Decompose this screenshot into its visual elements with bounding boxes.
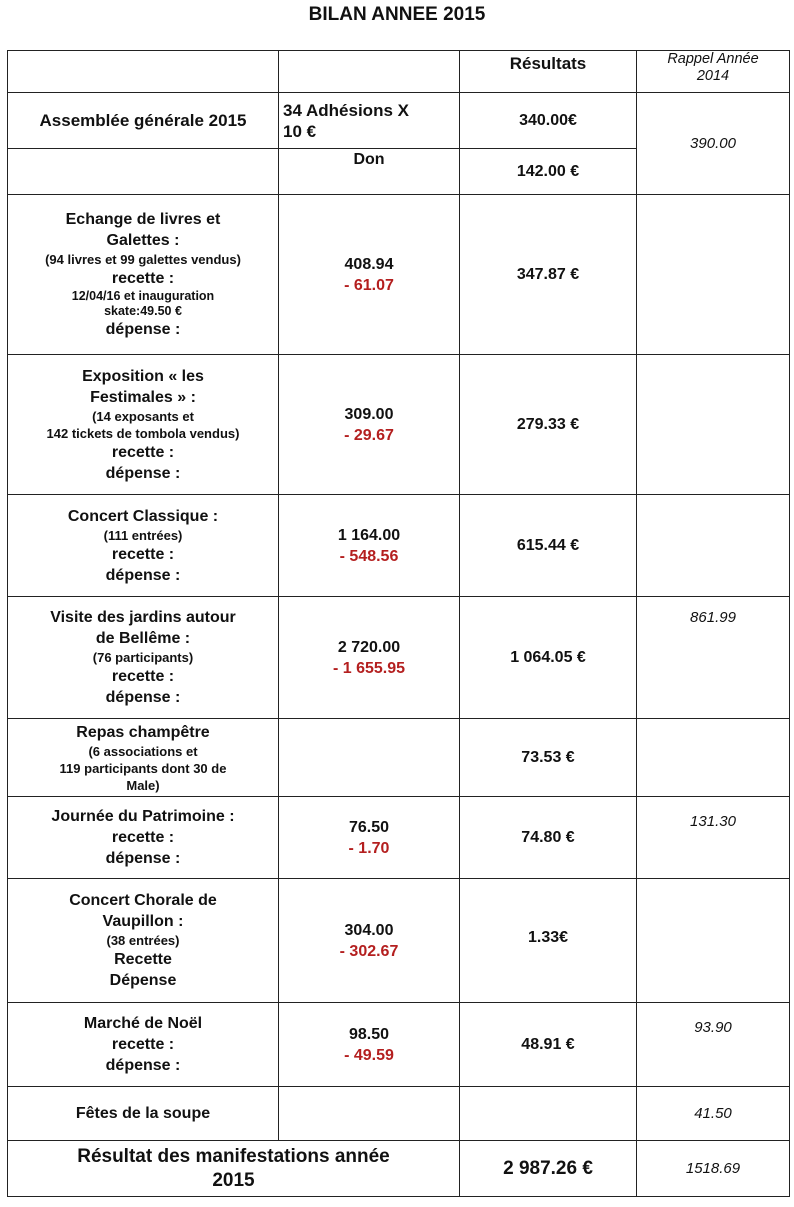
jardins-recette: 2 720.00 [337, 638, 401, 656]
echange-line1: Echange de livres et [65, 211, 221, 228]
total-label [8, 1141, 460, 1197]
table-row-repas [8, 719, 790, 797]
header-rappel [637, 51, 790, 93]
bilan-table [7, 50, 790, 1197]
patrimoine-recette: 76.50 [348, 818, 390, 836]
noel-rappel: 93.90 [637, 1003, 790, 1087]
header-resultats: Résultats [460, 51, 637, 93]
chorale-recette: 304.00 [344, 921, 394, 939]
exposition-line2: Festimales » : [90, 388, 196, 406]
adhesions-result: 340.00€ [460, 93, 637, 149]
concert-classique-rappel [637, 495, 790, 597]
jardins-amounts [279, 597, 460, 719]
table-row-echange [8, 195, 790, 355]
concert-classique-line1: Concert Classique : [67, 507, 219, 525]
concert-classique-line4: dépense : [105, 566, 181, 584]
chorale-depense: - 302.67 [339, 942, 399, 960]
exposition-depense: - 29.67 [344, 426, 394, 444]
repas-line4: Male) [126, 777, 160, 793]
jardins-line1: Visite des jardins autour [50, 609, 236, 626]
jardins-result: 1 064.05 € [460, 597, 637, 719]
repas-line3: 119 participants dont 30 de [59, 760, 227, 776]
soupe-amounts [279, 1087, 460, 1141]
repas-rappel [637, 719, 790, 797]
jardins-line5: dépense : [105, 689, 181, 706]
jardins-depense: - 1 655.95 [332, 659, 406, 677]
patrimoine-rappel: 131.30 [637, 797, 790, 879]
assemblee-label: Assemblée générale 2015 [8, 93, 279, 149]
table-row-soupe [8, 1087, 790, 1141]
noel-line2: recette : [111, 1036, 175, 1053]
table-row-exposition [8, 355, 790, 495]
noel-recette: 98.50 [348, 1025, 390, 1043]
header-rappel-line1: Rappel Année [667, 51, 759, 67]
exposition-line6: dépense : [105, 464, 181, 482]
noel-line3: dépense : [105, 1057, 181, 1074]
concert-classique-depense: - 548.56 [339, 547, 399, 565]
exposition-line4: 142 tickets de tombola vendus) [46, 425, 240, 441]
concert-classique-line2: (111 entrées) [103, 527, 183, 543]
patrimoine-line3: dépense : [105, 850, 181, 867]
noel-result: 48.91 € [460, 1003, 637, 1087]
exposition-line5: recette : [111, 443, 175, 461]
header-rappel-line2: 2014 [696, 68, 730, 84]
don-result: 142.00 € [460, 149, 637, 195]
patrimoine-amounts [279, 797, 460, 879]
total-line1: Résultat des manifestations année [77, 1145, 390, 1167]
chorale-rappel [637, 879, 790, 1003]
exposition-amounts [279, 355, 460, 495]
total-line2: 2015 [212, 1169, 255, 1191]
table-row-concert-classique [8, 495, 790, 597]
concert-classique-amounts [279, 495, 460, 597]
echange-line4: recette : [111, 270, 175, 287]
exposition-line1: Exposition « les [82, 367, 204, 385]
total-result: 2 987.26 € [460, 1141, 637, 1197]
echange-line2: Galettes : [106, 232, 180, 249]
exposition-label [8, 355, 279, 495]
jardins-line3: (76 participants) [92, 650, 194, 665]
noel-amounts [279, 1003, 460, 1087]
table-row-total [8, 1141, 790, 1197]
echange-amounts [279, 195, 460, 355]
chorale-line1: Concert Chorale de [69, 892, 217, 909]
table-row-jardins [8, 597, 790, 719]
repas-amounts [279, 719, 460, 797]
chorale-result: 1.33€ [460, 879, 637, 1003]
repas-line2: (6 associations et [88, 743, 198, 759]
repas-label [8, 719, 279, 797]
don-empty [8, 149, 279, 195]
soupe-result [460, 1087, 637, 1141]
echange-line5: 12/04/16 et inauguration [71, 289, 215, 303]
concert-classique-recette: 1 164.00 [337, 526, 401, 544]
page-title: BILAN ANNEE 2015 [308, 4, 486, 25]
table-row-chorale [8, 879, 790, 1003]
assemblee-rappel: 390.00 [637, 93, 790, 195]
table-row-assemblee [8, 93, 790, 149]
exposition-result: 279.33 € [460, 355, 637, 495]
table-row-noel [8, 1003, 790, 1087]
noel-line1: Marché de Noël [83, 1015, 203, 1032]
assemblee-adhesions [279, 93, 460, 149]
chorale-line4: Recette [114, 951, 172, 968]
patrimoine-depense: - 1.70 [348, 839, 390, 857]
chorale-label [8, 879, 279, 1003]
concert-classique-result: 615.44 € [460, 495, 637, 597]
header-empty-2 [279, 51, 460, 93]
chorale-line2: Vaupillon : [102, 913, 184, 930]
echange-line3: (94 livres et 99 galettes vendus) [45, 252, 241, 267]
adhesions-line2: 10 € [283, 121, 317, 141]
repas-line1: Repas champêtre [76, 723, 210, 741]
echange-line6: skate:49.50 € [104, 304, 182, 318]
echange-depense: - 61.07 [344, 276, 394, 294]
soupe-rappel: 41.50 [637, 1087, 790, 1141]
echange-rappel [637, 195, 790, 355]
concert-classique-line3: recette : [111, 545, 175, 563]
total-rappel: 1518.69 [637, 1141, 790, 1197]
jardins-line2: de Bellême : [95, 630, 191, 647]
jardins-line4: recette : [111, 668, 175, 685]
patrimoine-label [8, 797, 279, 879]
chorale-amounts [279, 879, 460, 1003]
chorale-line5: Dépense [109, 972, 177, 989]
echange-line7: dépense : [105, 321, 181, 338]
adhesions-line1: 34 Adhésions X [283, 100, 409, 120]
exposition-rappel [637, 355, 790, 495]
noel-label [8, 1003, 279, 1087]
echange-label [8, 195, 279, 355]
jardins-label [8, 597, 279, 719]
noel-depense: - 49.59 [344, 1046, 394, 1064]
echange-result: 347.87 € [460, 195, 637, 355]
soupe-label: Fêtes de la soupe [8, 1087, 279, 1141]
echange-recette: 408.94 [344, 255, 394, 273]
patrimoine-line1: Journée du Patrimoine : [51, 808, 235, 825]
don-label: Don [279, 149, 460, 195]
table-row-header [8, 51, 790, 93]
chorale-line3: (38 entrées) [106, 933, 180, 948]
exposition-line3: (14 exposants et [92, 408, 194, 424]
header-empty-1 [8, 51, 279, 93]
repas-result: 73.53 € [460, 719, 637, 797]
patrimoine-result: 74.80 € [460, 797, 637, 879]
concert-classique-label [8, 495, 279, 597]
jardins-rappel: 861.99 [637, 597, 790, 719]
table-row-patrimoine [8, 797, 790, 879]
patrimoine-line2: recette : [111, 829, 175, 846]
exposition-recette: 309.00 [344, 405, 394, 423]
